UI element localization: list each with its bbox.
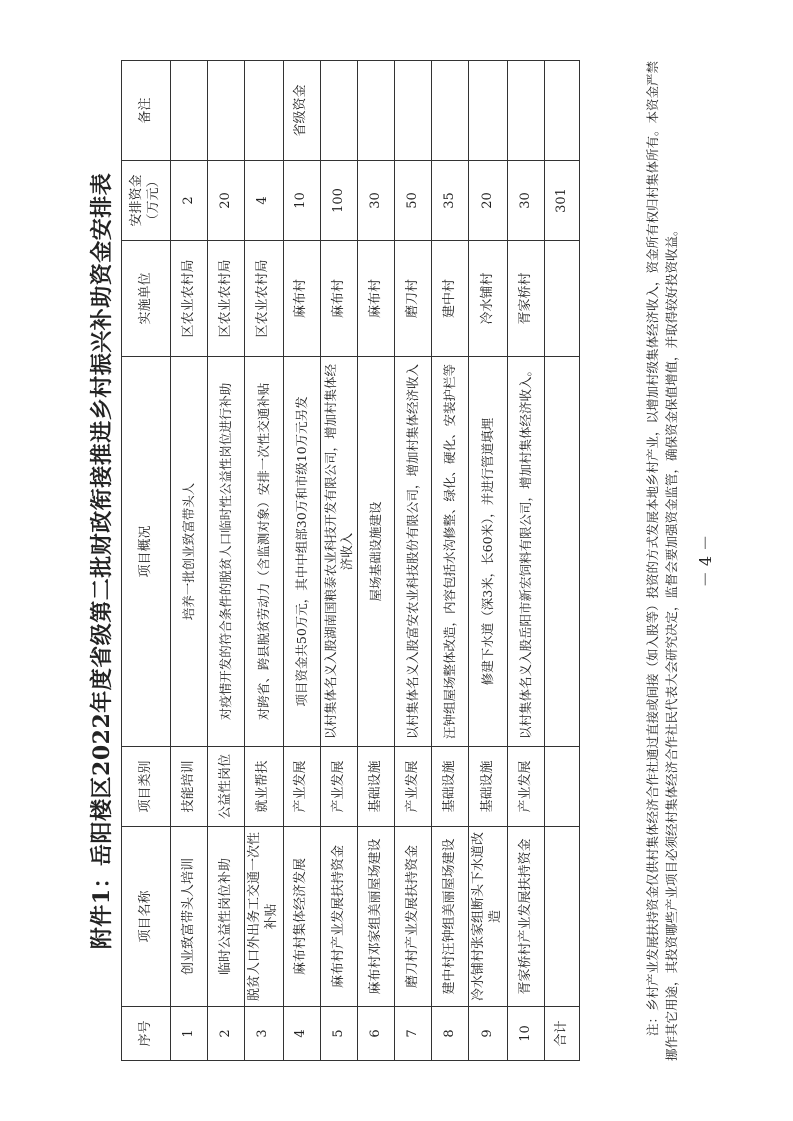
total-empty-cell bbox=[544, 60, 579, 160]
total-empty-cell bbox=[544, 826, 579, 1006]
cell-overview: 汪钟组屋场整体改造，内容包括水沟修整、绿化、硬化、安装护栏等 bbox=[431, 356, 468, 746]
cell-overview: 屋场基础设施建设 bbox=[357, 356, 394, 746]
cell-name: 磨刀村产业发展扶持资金 bbox=[394, 826, 431, 1006]
cell-unit: 磨刀村 bbox=[394, 240, 431, 356]
cell-no: 6 bbox=[357, 1006, 394, 1060]
table-row bbox=[507, 60, 544, 1060]
cell-category: 基础设施 bbox=[357, 746, 394, 826]
cell-unit: 胥家桥村 bbox=[507, 240, 544, 356]
cell-unit: 麻布村 bbox=[357, 240, 394, 356]
table-row bbox=[320, 60, 358, 1060]
cell-amount: 50 bbox=[394, 160, 431, 240]
cell-no: 10 bbox=[507, 1006, 544, 1060]
table-row bbox=[431, 60, 468, 1060]
cell-unit: 麻布村 bbox=[320, 240, 358, 356]
cell-name: 脱贫人口外出务工交通一次性补贴 bbox=[244, 826, 283, 1006]
cell-amount: 30 bbox=[357, 160, 394, 240]
cell-no: 7 bbox=[394, 1006, 431, 1060]
cell-remark bbox=[244, 60, 283, 160]
total-amount: 301 bbox=[544, 160, 579, 240]
cell-remark bbox=[468, 60, 507, 160]
cell-amount: 30 bbox=[507, 160, 544, 240]
table-row bbox=[394, 60, 431, 1060]
header-unit: 实施单位 bbox=[121, 240, 170, 356]
cell-overview: 对疫情开发的符合条件的脱贫人口临时性公益性岗位进行补助 bbox=[207, 356, 244, 746]
cell-unit: 建中村 bbox=[431, 240, 468, 356]
cell-amount: 20 bbox=[207, 160, 244, 240]
page-number: － 4 － bbox=[695, 534, 715, 587]
cell-amount: 100 bbox=[320, 160, 358, 240]
cell-name: 麻布村集体经济发展 bbox=[283, 826, 320, 1006]
header-overview: 项目概况 bbox=[121, 356, 170, 746]
cell-name: 临时公益性岗位补助 bbox=[207, 826, 244, 1006]
cell-remark bbox=[170, 60, 207, 160]
cell-no: 1 bbox=[170, 1006, 207, 1060]
cell-no: 5 bbox=[320, 1006, 358, 1060]
total-empty-cell bbox=[544, 746, 579, 826]
cell-unit: 区农业农村局 bbox=[244, 240, 283, 356]
cell-remark bbox=[357, 60, 394, 160]
cell-overview: 以村集体名义入股湖南国粮泰农业科技开发有限公司，增加村集体经济收入 bbox=[320, 356, 358, 746]
cell-no: 3 bbox=[244, 1006, 283, 1060]
cell-name: 麻布村邓家组美丽屋场建设 bbox=[357, 826, 394, 1006]
header-amount: 安排资金（万元） bbox=[121, 160, 170, 240]
cell-unit: 麻布村 bbox=[283, 240, 320, 356]
rotated-page bbox=[77, 61, 717, 1061]
footnote: 注：乡村产业发展扶持资金仅供村集体经济合作社通过直接或间接（如入股等）投资的方式发展本地乡村产业，以增加村级集体经济收入，资金所有权归村集体所有。本资金严禁挪作其它用途，其投资哪些产业项目必须经村集体经济合作社民代表大会研究决定，监督会要加强资金监管，确保资金保值增值，并取得较好投资收益。 bbox=[644, 60, 679, 1061]
cell-category: 技能培训 bbox=[170, 746, 207, 826]
table-row bbox=[170, 60, 207, 1060]
cell-no: 8 bbox=[431, 1006, 468, 1060]
funding-table bbox=[121, 60, 580, 1061]
cell-category: 基础设施 bbox=[468, 746, 507, 826]
cell-remark bbox=[431, 60, 468, 160]
total-row bbox=[544, 60, 579, 1060]
cell-category: 就业帮扶 bbox=[244, 746, 283, 826]
cell-remark: 省级资金 bbox=[283, 60, 320, 160]
cell-overview: 以村集体名义入股富安农业科技股份有限公司，增加村集体经济收入 bbox=[394, 356, 431, 746]
cell-unit: 区农业农村局 bbox=[170, 240, 207, 356]
cell-category: 产业发展 bbox=[394, 746, 431, 826]
cell-overview: 修建下水道（深3米，长60米），并进行管道填埋 bbox=[468, 356, 507, 746]
header-name: 项目名称 bbox=[121, 826, 170, 1006]
cell-remark bbox=[507, 60, 544, 160]
cell-category: 产业发展 bbox=[283, 746, 320, 826]
cell-unit: 冷水铺村 bbox=[468, 240, 507, 356]
header-category: 项目类别 bbox=[121, 746, 170, 826]
total-empty-cell bbox=[544, 240, 579, 356]
header-remark: 备注 bbox=[121, 60, 170, 160]
header-no: 序号 bbox=[121, 1006, 170, 1060]
cell-remark bbox=[394, 60, 431, 160]
cell-name: 建中村汪钟组美丽屋场建设 bbox=[431, 826, 468, 1006]
cell-overview: 以村集体名义入股岳阳市新宏饲料有限公司，增加村集体经济收入。 bbox=[507, 356, 544, 746]
cell-overview: 项目资金共50万元，其中中组部30万和市级10万元另发 bbox=[283, 356, 320, 746]
table-row bbox=[283, 60, 320, 1060]
cell-no: 4 bbox=[283, 1006, 320, 1060]
cell-no: 9 bbox=[468, 1006, 507, 1060]
cell-amount: 20 bbox=[468, 160, 507, 240]
cell-category: 基础设施 bbox=[431, 746, 468, 826]
table-row bbox=[357, 60, 394, 1060]
page-title: 附件1：岳阳楼区2022年度省级第二批财政衔接推进乡村振兴补助资金安排表 bbox=[88, 172, 115, 949]
cell-overview: 对跨省、跨县脱贫劳动力（含监测对象）安排一次性交通补贴 bbox=[244, 356, 283, 746]
cell-amount: 35 bbox=[431, 160, 468, 240]
cell-amount: 10 bbox=[283, 160, 320, 240]
total-empty-cell bbox=[544, 356, 579, 746]
cell-remark bbox=[207, 60, 244, 160]
cell-category: 产业发展 bbox=[320, 746, 358, 826]
cell-name: 创业致富带头人培训 bbox=[170, 826, 207, 1006]
cell-category: 公益性岗位 bbox=[207, 746, 244, 826]
table-row bbox=[244, 60, 283, 1060]
cell-amount: 4 bbox=[244, 160, 283, 240]
cell-name: 冷水铺村张家组断头下水道改造 bbox=[468, 826, 507, 1006]
table-row bbox=[207, 60, 244, 1060]
table-row bbox=[468, 60, 507, 1060]
total-label: 合计 bbox=[544, 1006, 579, 1060]
cell-amount: 2 bbox=[170, 160, 207, 240]
cell-remark bbox=[320, 60, 358, 160]
cell-name: 胥家桥村产业发展扶持资金 bbox=[507, 826, 544, 1006]
cell-no: 2 bbox=[207, 1006, 244, 1060]
cell-category: 产业发展 bbox=[507, 746, 544, 826]
cell-overview: 培养一批创业致富带头人 bbox=[170, 356, 207, 746]
table-header-row bbox=[121, 60, 170, 1060]
cell-unit: 区农业农村局 bbox=[207, 240, 244, 356]
cell-name: 麻布村产业发展扶持资金 bbox=[320, 826, 358, 1006]
